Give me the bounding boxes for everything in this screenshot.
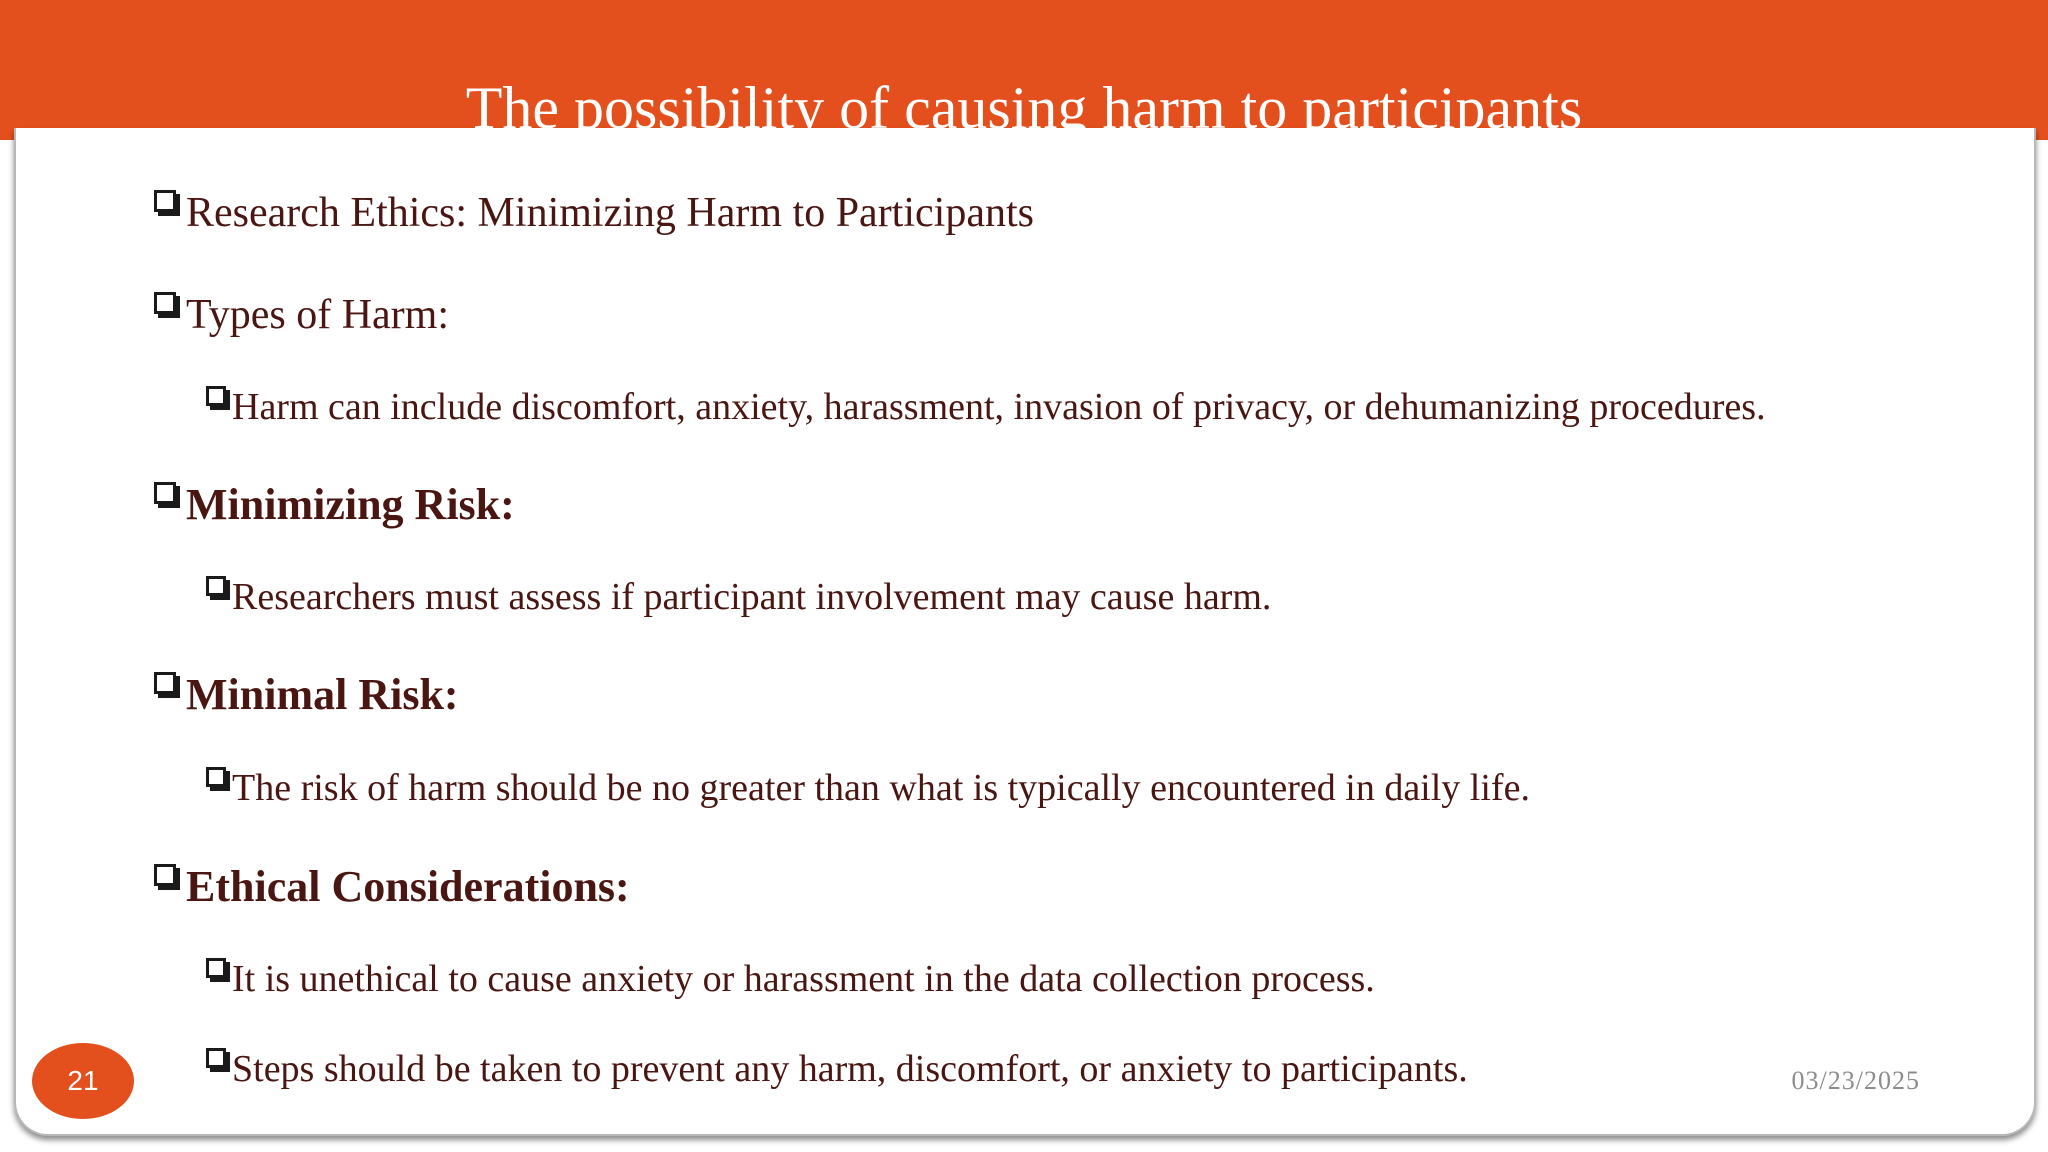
sub-bullet-text: The risk of harm should be no greater than what is typically encountered in daily life. [232,767,1530,809]
checkbox-bullet-icon [206,576,226,596]
sub-bullet-text: Steps should be taken to prevent any harm, discomfort, or anxiety to participants. [232,1048,1468,1090]
sub-bullet-item [206,954,1375,1004]
bullet-item [154,860,630,914]
checkbox-bullet-icon [154,292,176,314]
sub-bullet-text: It is unethical to cause anxiety or harassment in the data collection process. [232,958,1375,1000]
sub-bullet-text: Harm can include discomfort, anxiety, harassment, invasion of privacy, or dehumanizing procedures. [232,386,1766,428]
bullet-item [154,668,459,722]
bullet-item [154,186,1034,240]
checkbox-bullet-icon [154,864,176,886]
bullet-text: Minimizing Risk: [186,480,515,529]
bullet-text: Minimal Risk: [186,670,459,719]
sub-bullet-item [206,382,1766,432]
checkbox-bullet-icon [206,767,226,787]
checkbox-bullet-icon [154,672,176,694]
slide-date: 03/23/2025 [1791,1066,1920,1095]
bullet-item [154,478,515,532]
checkbox-bullet-icon [154,482,176,504]
bullet-text: Types of Harm: [186,292,449,338]
sub-bullet-item [206,763,1530,813]
sub-bullet-item [206,572,1271,622]
checkbox-bullet-icon [206,1048,226,1068]
bullet-text: Ethical Considerations: [186,862,630,911]
bullet-text: Research Ethics: Minimizing Harm to Participants [186,190,1034,236]
checkbox-bullet-icon [154,190,176,212]
sub-bullet-text: Researchers must assess if participant involvement may cause harm. [232,576,1272,618]
page-number-badge: 21 [32,1043,134,1119]
bullet-item [154,288,449,342]
checkbox-bullet-icon [206,386,226,406]
checkbox-bullet-icon [206,958,226,978]
slide-title: The possibility of causing harm to participants [465,75,1583,141]
sub-bullet-item [206,1044,1468,1094]
